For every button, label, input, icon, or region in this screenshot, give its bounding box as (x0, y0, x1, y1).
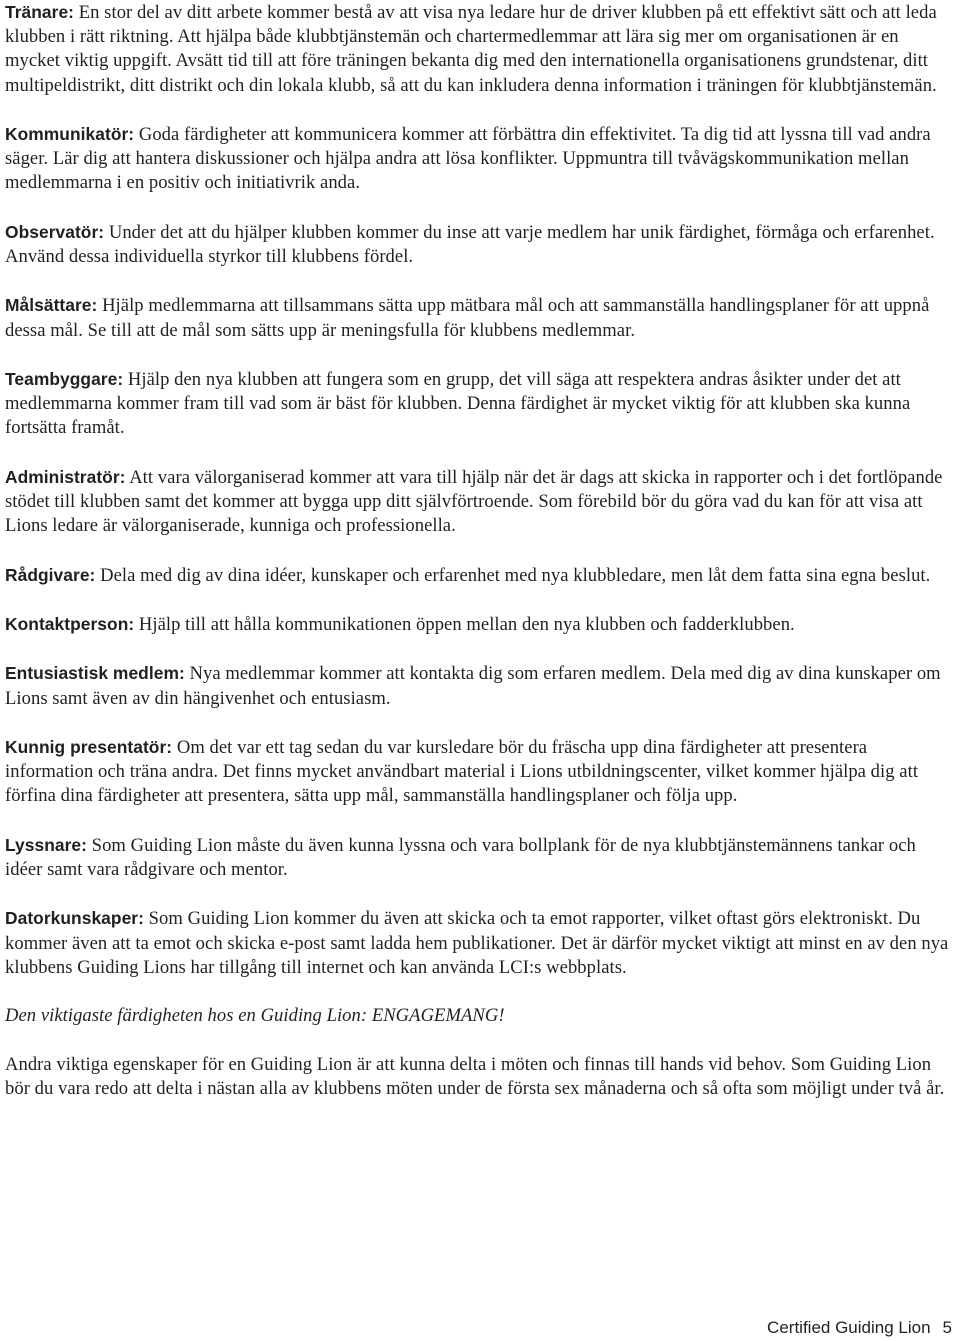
term-label: Lyssnare: (5, 834, 87, 855)
term-description: Under det att du hjälper klubben kommer du inse att varje medlem har unik färdighet, förmåga och erfarenhet. Använd dessa individuella styrkor till klubbens fördel. (5, 221, 935, 267)
paragraph-administrator (5, 465, 953, 539)
term-description: Att vara välorganiserad kommer att vara till hjälp när det är dags att skicka in rapporter och i det fortlöpande stödet till klubben samt det kommer att bygga upp ditt självförtroende. Som förebild bör du göra vad du kan för att visa att Lions ledare är välorganiserade, kunniga och professionella. (5, 466, 943, 537)
footer-title: Certified Guiding Lion (767, 1318, 931, 1337)
emphasis-statement: Den viktigaste färdigheten hos en Guiding Lion: ENGAGEMANG! (5, 1005, 505, 1027)
paragraph-datorkunskaper (5, 906, 953, 980)
paragraph-lyssnare (5, 833, 953, 882)
paragraph-kunnig-presentator (5, 735, 953, 809)
term-description: Om det var ett tag sedan du var kursledare bör du fräscha upp dina färdigheter att presentera information och träna andra. Det finns mycket användbart material i Lions utbildningscenter, vilket kommer hjälpa dig att förfina dina färdigheter att presentera, sätta upp mål, sammanställa handlingsplaner och följa upp. (5, 736, 919, 807)
term-description: Goda färdigheter att kommunicera kommer att förbättra din effektivitet. Ta dig tid att lyssna till vad andra säger. Lär dig att hantera diskussioner och hjälpa andra att lösa konflikter. Uppmuntra till tvåvägskommunikation mellan medlemmarna i en positiv och initiativrik anda. (5, 124, 931, 194)
term-description: En stor del av ditt arbete kommer bestå av att visa nya ledare hur de driver klubben på ett effektivt sätt och att leda klubben i rätt riktning. Att hjälpa både klubbtjänstemän och chartermedlemmar att lära sig mer om organisationen är en mycket viktig uppgift. Avsätt tid till att före träningen bekanta dig med den internationella organisationens grundstenar, ditt multipeldistrikt, ditt distrikt och din lokala klubb, så att du kan inkludera denna information i träningen för klubbtjänstemän. (5, 2, 937, 96)
paragraph-teambyggare (5, 367, 953, 441)
page-footer (767, 1317, 952, 1339)
term-label: Observatör: (5, 221, 105, 242)
term-label: Målsättare: (5, 295, 98, 316)
term-label: Administratör: (5, 466, 126, 487)
term-label: Rådgivare: (5, 564, 96, 585)
paragraph-kommunikator (5, 122, 953, 196)
term-label: Datorkunskaper: (5, 908, 144, 929)
paragraph-observator (5, 220, 953, 269)
closing-paragraph: Andra viktiga egenskaper för en Guiding Lion är att kunna delta i möten och finnas till hands vid behov. Som Guiding Lion bör du vara redo att delta i nästan alla av klubbens möten under de första sex månaderna och så ofta som möjligt under två år. (5, 1053, 945, 1099)
term-label: Kunnig presentatör: (5, 736, 173, 757)
term-description: Hjälp till att hålla kommunikationen öppen mellan den nya klubben och fadderklubben. (138, 613, 795, 635)
term-description: Nya medlemmar kommer att kontakta dig som erfaren medlem. Dela med dig av dina kunskaper om Lions samt även av din hängivenhet och entusiasm. (5, 663, 941, 709)
paragraph-entusiastisk-medlem (5, 661, 953, 710)
term-description: Hjälp medlemmarna att tillsammans sätta upp mätbara mål och att sammanställa handlingsplaner för att uppnå dessa mål. Se till att de mål som sätts upp är meningsfulla för klubbens medlemmar. (5, 295, 930, 341)
term-label: Teambyggare: (5, 368, 124, 389)
paragraph-malsattare (5, 293, 953, 342)
page-number: 5 (942, 1318, 952, 1337)
term-description: Hjälp den nya klubben att fungera som en grupp, det vill säga att respektera andras åsikter under det att medlemmarna kommer fram till vad som är bäst för klubben. Denna färdighet är mycket viktig för att klubben ska kunna fortsätta framåt. (5, 368, 911, 439)
term-description: Som Guiding Lion kommer du även att skicka och ta emot rapporter, vilket oftast görs elektroniskt. Du kommer även att ta emot och skicka e-post samt ladda hem publikationer. Det är därför mycket viktigt att minst en av den nya klubbens Guiding Lions har tillgång till internet och kan använda LCI:s webbplats. (5, 908, 949, 978)
term-label: Kontaktperson: (5, 613, 135, 634)
paragraph-kontaktperson (5, 612, 953, 637)
term-description: Som Guiding Lion måste du även kunna lyssna och vara bollplank för de nya klubbtjänstemännens tankar och idéer samt vara rådgivare och mentor. (5, 834, 916, 880)
paragraph-radgivare (5, 563, 953, 588)
term-description: Dela med dig av dina idéer, kunskaper och erfarenhet med nya klubbledare, men låt dem fatta sina egna beslut. (100, 564, 931, 586)
term-label: Entusiastisk medlem: (5, 663, 185, 684)
paragraph-tranare (5, 0, 953, 98)
document-body (5, 0, 953, 1125)
term-label: Kommunikatör: (5, 124, 135, 144)
term-label: Tränare: (5, 2, 75, 22)
